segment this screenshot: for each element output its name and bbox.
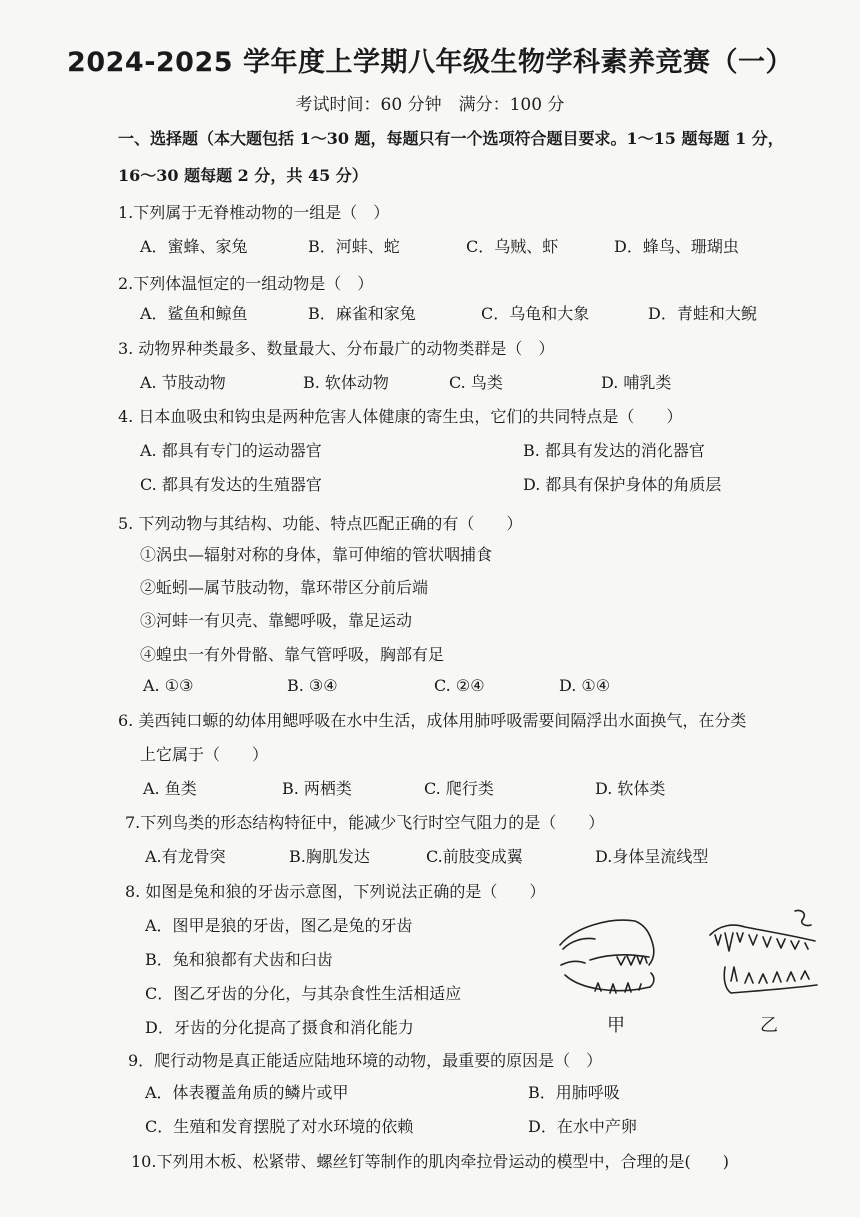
question-stem-cont: 上它属于（ ） xyxy=(140,745,269,764)
section-heading-cont: 16～30 题每题 2 分，共 45 分） xyxy=(118,166,368,185)
statement-item: ①涡虫—辐射对称的身体，靠可伸缩的管状咽捕食 xyxy=(140,545,493,564)
option-a: A．蜜蜂、家兔 xyxy=(140,237,248,256)
option-b: B．麻雀和家兔 xyxy=(308,304,416,323)
statement-item: ④蝗虫一有外骨骼、靠气管呼吸，胸部有足 xyxy=(140,645,445,664)
option-c: C．乌龟和大象 xyxy=(481,304,590,323)
option-a: A．图甲是狼的牙齿，图乙是兔的牙齿 xyxy=(145,916,413,935)
option-a: A．鲨鱼和鲸鱼 xyxy=(140,304,248,323)
figure-label-yi: 乙 xyxy=(760,1015,778,1036)
option-d: D. ①④ xyxy=(559,676,611,695)
option-d: D.身体呈流线型 xyxy=(595,847,709,866)
option-d: D．牙齿的分化提高了摄食和消化能力 xyxy=(145,1018,414,1037)
option-d: D. 软体类 xyxy=(595,779,666,798)
option-d: D. 都具有保护身体的角质层 xyxy=(523,475,722,494)
option-a: A. 鱼类 xyxy=(143,779,197,798)
teeth-diagram xyxy=(555,905,830,1035)
question-stem: 2.下列体温恒定的一组动物是（ ） xyxy=(118,274,374,293)
figure-label-jia: 甲 xyxy=(607,1015,625,1036)
option-a: A. 都具有专门的运动器官 xyxy=(140,441,322,460)
statement-item: ③河蚌一有贝壳、靠鳃呼吸，靠足运动 xyxy=(140,611,413,630)
option-a: A.有龙骨突 xyxy=(145,847,226,866)
question-stem: 6. 美西钝口螈的幼体用鳃呼吸在水中生活，成体用肺呼吸需要间隔浮出水面换气，在分类 xyxy=(118,711,747,730)
option-c: C．乌贼、虾 xyxy=(466,237,559,256)
option-a: A. 节肢动物 xyxy=(140,373,226,392)
option-d: D. 哺乳类 xyxy=(601,373,672,392)
question-stem: 9．爬行动物是真正能适应陆地环境的动物，最重要的原因是（ ） xyxy=(128,1051,603,1070)
option-c: C．图乙牙齿的分化，与其杂食性生活相适应 xyxy=(145,984,462,1003)
option-b: B．用肺呼吸 xyxy=(528,1083,620,1102)
option-c: C．生殖和发育摆脱了对水环境的依赖 xyxy=(145,1117,414,1136)
option-d: D．在水中产卵 xyxy=(528,1117,637,1136)
option-b: B. 都具有发达的消化器官 xyxy=(523,441,705,460)
option-a: A. ①③ xyxy=(143,676,194,695)
option-c: C.前肢变成翼 xyxy=(426,847,523,866)
option-c: C. 都具有发达的生殖器官 xyxy=(140,475,322,494)
question-stem: 7.下列鸟类的形态结构特征中，能减少飞行时空气阻力的是（ ） xyxy=(125,813,605,832)
question-stem: 1.下列属于无脊椎动物的一组是（ ） xyxy=(118,203,390,222)
option-a: A．体表覆盖角质的鳞片或甲 xyxy=(145,1083,349,1102)
exam-info: 考试时间：60 分钟 满分：100 分 xyxy=(295,95,565,115)
option-c: C. 爬行类 xyxy=(424,779,494,798)
wolf-teeth-drawing xyxy=(710,910,817,993)
option-b: B. 两栖类 xyxy=(282,779,352,798)
option-b: B．兔和狼都有犬齿和臼齿 xyxy=(145,950,333,969)
option-d: D．蜂鸟、珊瑚虫 xyxy=(614,237,739,256)
option-b: B. ③④ xyxy=(287,676,338,695)
option-c: C. 鸟类 xyxy=(449,373,503,392)
option-b: B. 软体动物 xyxy=(303,373,389,392)
section-heading: 一、选择题（本大题包括 1～30 题，每题只有一个选项符合题目要求。1～15 题每题 1 分， xyxy=(118,129,784,148)
page-title: 2024-2025 学年度上学期八年级生物学科素养竞赛（一） xyxy=(67,47,793,78)
option-b: B．河蚌、蛇 xyxy=(308,237,400,256)
question-stem: 4. 日本血吸虫和钩虫是两种危害人体健康的寄生虫，它们的共同特点是（ ） xyxy=(118,407,683,426)
teeth-figure xyxy=(555,905,830,1035)
option-d: D．青蛙和大鲵 xyxy=(648,304,757,323)
option-c: C. ②④ xyxy=(434,676,485,695)
question-stem: 5. 下列动物与其结构、功能、特点匹配正确的有（ ） xyxy=(118,514,523,533)
question-stem: 10.下列用木板、松紧带、螺丝钉等制作的肌肉牵拉骨运动的模型中，合理的是( ) xyxy=(131,1152,729,1171)
rabbit-teeth-drawing xyxy=(560,920,654,993)
question-stem: 8. 如图是兔和狼的牙齿示意图，下列说法正确的是（ ） xyxy=(125,882,546,901)
option-b: B.胸肌发达 xyxy=(289,847,370,866)
statement-item: ②蚯蚓—属节肢动物，靠环带区分前后端 xyxy=(140,578,429,597)
question-stem: 3. 动物界种类最多、数量最大、分布最广的动物类群是（ ） xyxy=(118,339,555,358)
